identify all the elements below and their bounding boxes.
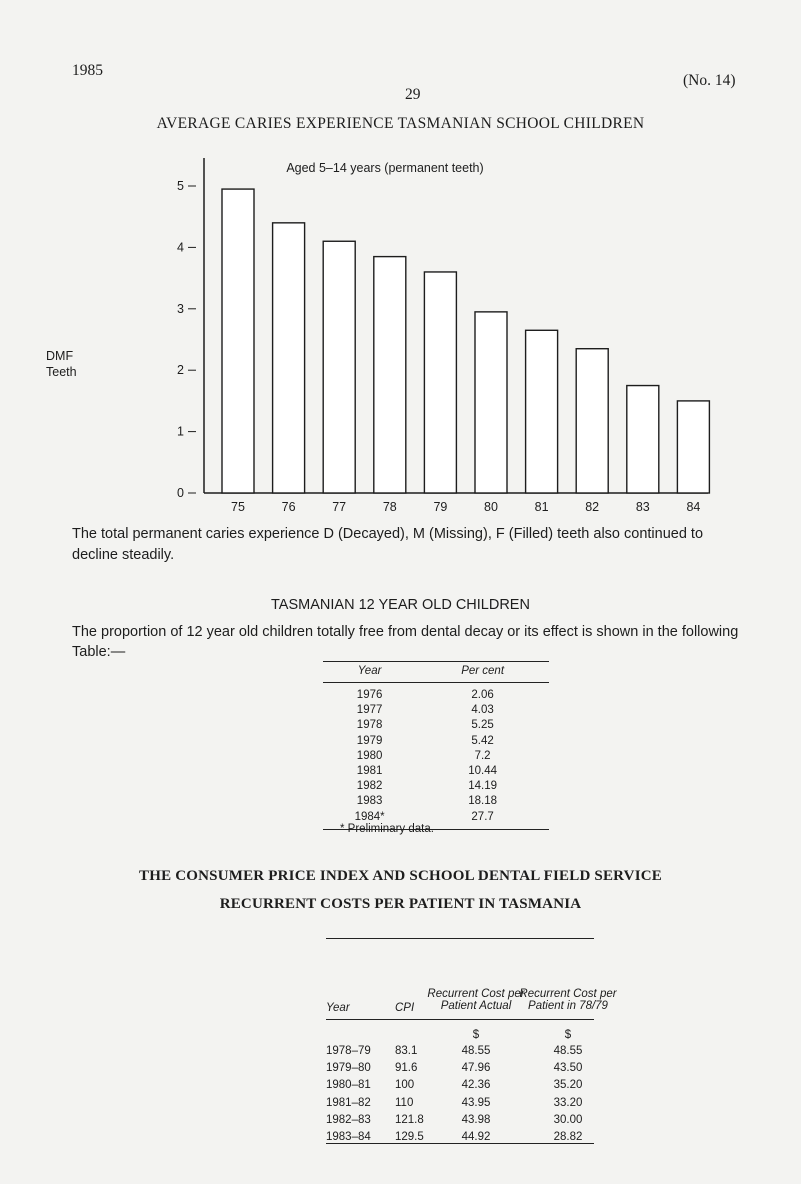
x-tick-label: 83 xyxy=(635,500,650,514)
cost-7879-cell: 48.55 xyxy=(553,1045,583,1057)
x-tick-label: 80 xyxy=(484,500,498,514)
y-tick-label: 5 xyxy=(177,179,184,193)
bar-82 xyxy=(576,349,608,493)
section-title-cpi-line1: THE CONSUMER PRICE INDEX AND SCHOOL DENTAL FIELD SERVICE xyxy=(139,868,662,884)
per-cent-cell: 7.2 xyxy=(474,749,491,762)
cpi-cell: 91.6 xyxy=(395,1062,418,1075)
bar-78 xyxy=(374,257,406,493)
y-tick-label: 2 xyxy=(177,363,184,378)
x-tick-label: 84 xyxy=(686,500,701,514)
y-axis-label-line2: Teeth xyxy=(46,365,77,379)
year-cell: 1981–82 xyxy=(326,1096,371,1109)
year-cell: 1978–79 xyxy=(326,1045,371,1057)
table2-bottom-rule xyxy=(326,1143,594,1144)
year-cell: 1984* xyxy=(323,810,416,830)
table-row xyxy=(323,734,549,749)
col-header-7879-line2: Patient in 78/79 xyxy=(528,1000,608,1012)
year-cell: 1976 xyxy=(356,689,383,701)
actual-cost-cell: 43.95 xyxy=(461,1096,491,1109)
caries-bar-chart xyxy=(0,0,801,520)
year-cell: 1982–83 xyxy=(326,1113,371,1126)
y-tick-label: 3 xyxy=(177,301,184,316)
per-cent-cell: 27.7 xyxy=(416,810,549,830)
y-axis-label-line1: DMF xyxy=(46,349,74,363)
table-row xyxy=(323,779,549,794)
x-tick-label: 79 xyxy=(433,500,448,514)
table-row xyxy=(323,749,549,764)
table-row xyxy=(323,764,549,779)
bar-75 xyxy=(222,189,254,493)
bar-83 xyxy=(627,386,659,493)
col-header-actual xyxy=(427,988,525,1012)
year-cell: 1979–80 xyxy=(326,1062,371,1075)
unit-7879-label: $ xyxy=(564,1029,572,1041)
year-cell: 1979 xyxy=(356,734,383,747)
cost-7879-cell: 35.20 xyxy=(553,1079,583,1092)
table-row xyxy=(323,683,549,704)
header-year: 1985 xyxy=(72,62,103,79)
issue-number: (No. 14) xyxy=(683,72,736,89)
y-tick-label: 4 xyxy=(177,240,184,255)
table2-top-rule xyxy=(326,938,594,939)
per-cent-cell: 5.25 xyxy=(471,719,494,732)
year-cell: 1978 xyxy=(356,719,383,732)
col-header-7879-line1: Recurrent Cost per xyxy=(519,988,617,1000)
per-cent-cell: 18.18 xyxy=(468,795,497,808)
section-title-cpi-line2: RECURRENT COSTS PER PATIENT IN TASMANIA xyxy=(219,896,582,912)
col-header-actual-line1: Recurrent Cost per xyxy=(427,988,525,1000)
x-tick-label: 76 xyxy=(281,500,296,514)
chart-title: Aged 5–14 years (permanent teeth) xyxy=(286,161,484,175)
year-cell: 1983–84 xyxy=(326,1131,371,1143)
per-cent-cell: 10.44 xyxy=(468,765,497,778)
x-tick-labels xyxy=(231,500,700,514)
decay-free-table xyxy=(323,661,549,830)
x-tick-label: 75 xyxy=(231,500,245,514)
bars xyxy=(222,189,709,493)
y-tick-label: 1 xyxy=(177,424,184,439)
unit-actual-label: $ xyxy=(472,1029,480,1041)
bar-77 xyxy=(323,241,355,493)
x-tick-label: 77 xyxy=(332,500,347,514)
year-cell: 1980–81 xyxy=(326,1079,371,1092)
cpi-cell: 83.1 xyxy=(395,1045,418,1057)
actual-cost-cell: 43.98 xyxy=(461,1113,491,1126)
bar-80 xyxy=(475,312,507,493)
actual-cost-cell: 44.92 xyxy=(461,1131,491,1143)
actual-cost-cell: 42.36 xyxy=(461,1079,491,1092)
x-tick-label: 78 xyxy=(382,500,397,514)
paragraph-proportion: The proportion of 12 year old children totally free from dental decay or its effect is shown in the following Table:— xyxy=(72,624,739,660)
x-tick-label: 81 xyxy=(534,500,549,514)
bar-84 xyxy=(677,401,709,493)
col-header-year: Year xyxy=(323,662,416,683)
cpi-cell: 100 xyxy=(395,1079,415,1092)
year-cell: 1977 xyxy=(356,704,383,717)
x-tick-label: 82 xyxy=(585,500,600,514)
bar-81 xyxy=(526,330,558,493)
page-title: AVERAGE CARIES EXPERIENCE TASMANIAN SCHOOL CHILDREN xyxy=(156,115,645,132)
cost-7879-cell: 43.50 xyxy=(553,1062,583,1075)
table-row xyxy=(323,703,549,718)
year-cell: 1980 xyxy=(356,749,383,762)
actual-cost-cell: 47.96 xyxy=(461,1062,491,1075)
table-row xyxy=(323,794,549,809)
year-cell: 1981 xyxy=(356,765,383,778)
page-number: 29 xyxy=(405,86,421,103)
per-cent-cell: 14.19 xyxy=(468,780,497,793)
per-cent-cell: 5.42 xyxy=(471,734,494,747)
col-header-actual-line2: Patient Actual xyxy=(440,1000,512,1012)
cpi-cell: 129.5 xyxy=(395,1131,424,1143)
col-header-7879 xyxy=(519,988,617,1012)
per-cent-cell: 4.03 xyxy=(471,704,494,717)
cpi-cell: 110 xyxy=(395,1096,414,1109)
bar-76 xyxy=(273,223,305,493)
col-header-year-2: Year xyxy=(326,1002,350,1014)
table2-header-rule xyxy=(326,1019,594,1020)
per-cent-cell: 2.06 xyxy=(471,689,494,701)
bar-79 xyxy=(424,272,456,493)
col-header-per-cent: Per cent xyxy=(416,662,549,683)
cost-7879-cell: 33.20 xyxy=(553,1096,583,1109)
table-row xyxy=(323,718,549,733)
year-cell: 1982 xyxy=(356,780,383,793)
y-tick-label: 0 xyxy=(177,486,184,500)
year-cell: 1983 xyxy=(356,795,383,808)
cpi-cell: 121.8 xyxy=(395,1113,424,1126)
paragraph-decline: The total permanent caries experience D (Decayed), M (Missing), F (Filled) teeth also continued to decline steadily. xyxy=(72,526,704,563)
actual-cost-cell: 48.55 xyxy=(461,1045,491,1057)
section-title-12yo: TASMANIAN 12 YEAR OLD CHILDREN xyxy=(271,597,530,613)
cost-7879-cell: 28.82 xyxy=(553,1131,583,1143)
col-header-cpi: CPI xyxy=(395,1002,415,1014)
cost-7879-cell: 30.00 xyxy=(553,1113,583,1126)
table-footnote: * Preliminary data. xyxy=(340,823,434,835)
